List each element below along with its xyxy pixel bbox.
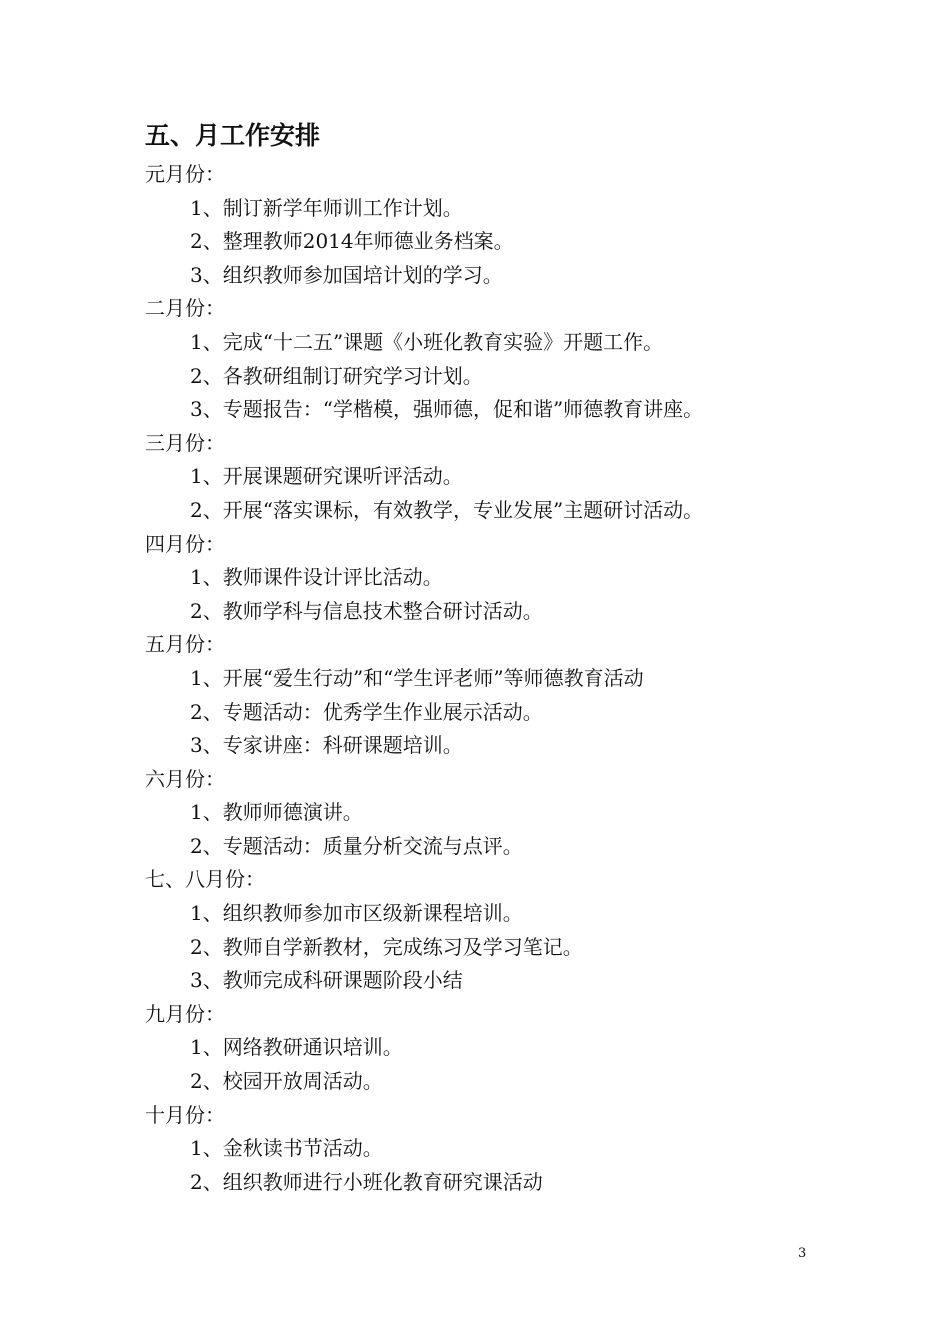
month-label: 六月份： [145,766,225,791]
schedule-item: 1、教师课件设计评比活动。 [190,565,443,590]
schedule-item: 2、整理教师2014年师德业务档案。 [190,229,514,254]
schedule-item: 2、专题活动：质量分析交流与点评。 [190,833,523,858]
schedule-item: 1、开展课题研究课听评活动。 [190,464,463,489]
schedule-item: 2、教师自学新教材，完成练习及学习笔记。 [190,934,583,959]
page-number: 3 [798,1246,807,1261]
month-block [145,1099,845,1200]
month-label: 五月份： [145,632,225,657]
month-block [145,628,845,762]
month-block [145,863,845,997]
schedule-item: 1、制订新学年师训工作计划。 [190,195,463,220]
schedule-item: 2、开展“落实课标，有效教学，专业发展”主题研讨活动。 [190,497,704,522]
schedule-item: 2、组织教师进行小班化教育研究课活动 [190,1169,543,1194]
month-label: 四月份： [145,531,225,556]
month-label: 九月份： [145,1001,225,1026]
month-block [145,528,845,629]
month-label: 七、八月份： [145,867,265,892]
schedule-item: 3、专家讲座：科研课题培训。 [190,733,463,758]
month-label: 二月份： [145,296,225,321]
schedule-item: 1、教师师德演讲。 [190,800,363,825]
section-title: 五、月工作安排 [145,121,321,150]
monthly-schedule [145,158,845,1199]
month-block [145,292,845,426]
schedule-item: 3、教师完成科研课题阶段小结 [190,968,463,993]
month-label: 十月份： [145,1102,225,1127]
schedule-item: 2、专题活动：优秀学生作业展示活动。 [190,699,543,724]
schedule-item: 1、组织教师参加市区级新课程培训。 [190,901,523,926]
month-block [145,427,845,528]
month-block [145,763,845,864]
schedule-item: 3、专题报告：“学楷模，强师德，促和谐”师德教育讲座。 [190,397,704,422]
schedule-item: 1、金秋读书节活动。 [190,1136,383,1161]
schedule-item: 1、开展“爱生行动”和“学生评老师”等师德教育活动 [190,665,644,690]
schedule-item: 2、校园开放周活动。 [190,1069,383,1094]
schedule-item: 2、教师学科与信息技术整合研讨活动。 [190,598,543,623]
schedule-item: 1、完成“十二五”课题《小班化教育实验》开题工作。 [190,329,664,354]
month-label: 三月份： [145,430,225,455]
schedule-item: 2、各教研组制订研究学习计划。 [190,363,483,388]
month-block [145,998,845,1099]
month-block [145,158,845,292]
schedule-item: 3、组织教师参加国培计划的学习。 [190,262,503,287]
month-label: 元月份： [145,162,225,186]
schedule-item: 1、网络教研通识培训。 [190,1035,403,1060]
